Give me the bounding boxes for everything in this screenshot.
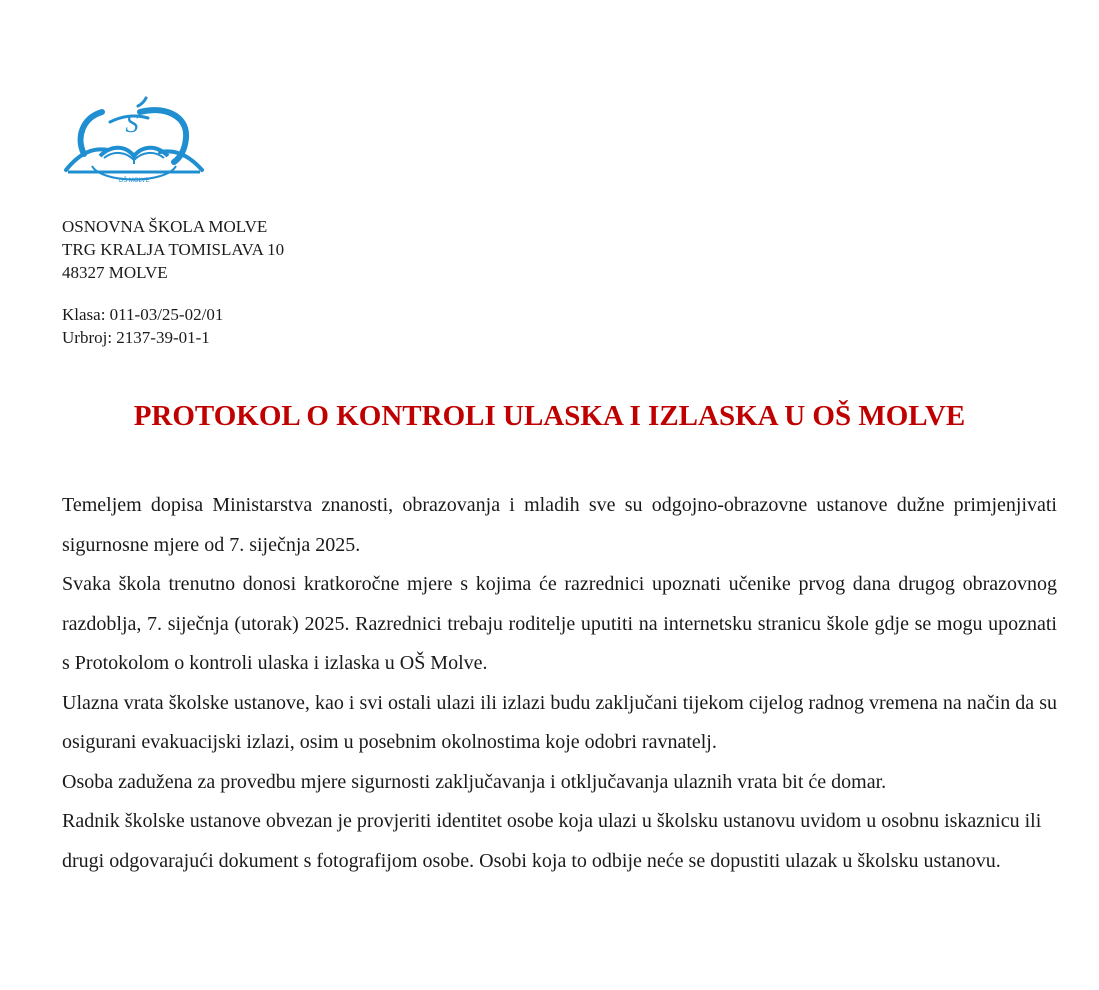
school-city: 48327 MOLVE bbox=[62, 263, 168, 282]
paragraph: Svaka škola trenutno donosi kratkoročne mjere s kojima će razrednici upoznati učenike prvog dana drugog obrazovnog razdoblja, 7. siječnja (utorak) 2025. Razrednici trebaju roditelje uputiti na internetsku stranicu škole gdje se mogu upoznati s Protokolom o kontroli ulaska i izlaska u OŠ Molve. bbox=[62, 573, 1057, 674]
school-logo bbox=[62, 92, 208, 188]
paragraph: Osoba zadužena za provedbu mjere sigurnosti zaključavanja i otključavanja ulaznih vrata bit će domar. bbox=[62, 770, 887, 793]
klasa-number: Klasa: 011-03/25-02/01 bbox=[62, 305, 224, 324]
paragraph: Temeljem dopisa Ministarstva znanosti, obrazovanja i mladih sve su odgojno-obrazovne ustanove dužne primjenjivati sigurnosne mjere od 7. siječnja 2025. bbox=[62, 494, 1057, 556]
school-address bbox=[62, 215, 284, 284]
paragraph: Radnik školske ustanove obvezan je provjeriti identitet osobe koja ulazi u školsku ustanovu uvidom u osobnu iskaznicu ili drugi odgovarajući dokument s fotografijom osobe. Osobi koja to odbije neće se dopustiti ulazak u školsku ustanovu. bbox=[62, 810, 1042, 872]
document-title: PROTOKOL O KONTROLI ULASKA I IZLASKA U OŠ MOLVE bbox=[133, 400, 966, 432]
document-body bbox=[62, 486, 1057, 881]
school-logo-icon bbox=[62, 92, 208, 188]
urbroj-number: Urbroj: 2137-39-01-1 bbox=[62, 328, 210, 347]
svg-text:S: S bbox=[125, 109, 139, 138]
logo-ring-text: OŠ MOLVE bbox=[118, 178, 150, 184]
paragraph: Ulazna vrata školske ustanove, kao i svi ostali ulazi ili izlazi budu zaključani tijekom cijelog radnog vremena na način da su osigurani evakuacijski izlazi, osim u posebnim okolnostima koje odobri ravnatelj. bbox=[62, 691, 1057, 753]
school-street: TRG KRALJA TOMISLAVA 10 bbox=[62, 240, 285, 259]
document-references bbox=[62, 303, 223, 349]
school-name: OSNOVNA ŠKOLA MOLVE bbox=[62, 217, 268, 236]
